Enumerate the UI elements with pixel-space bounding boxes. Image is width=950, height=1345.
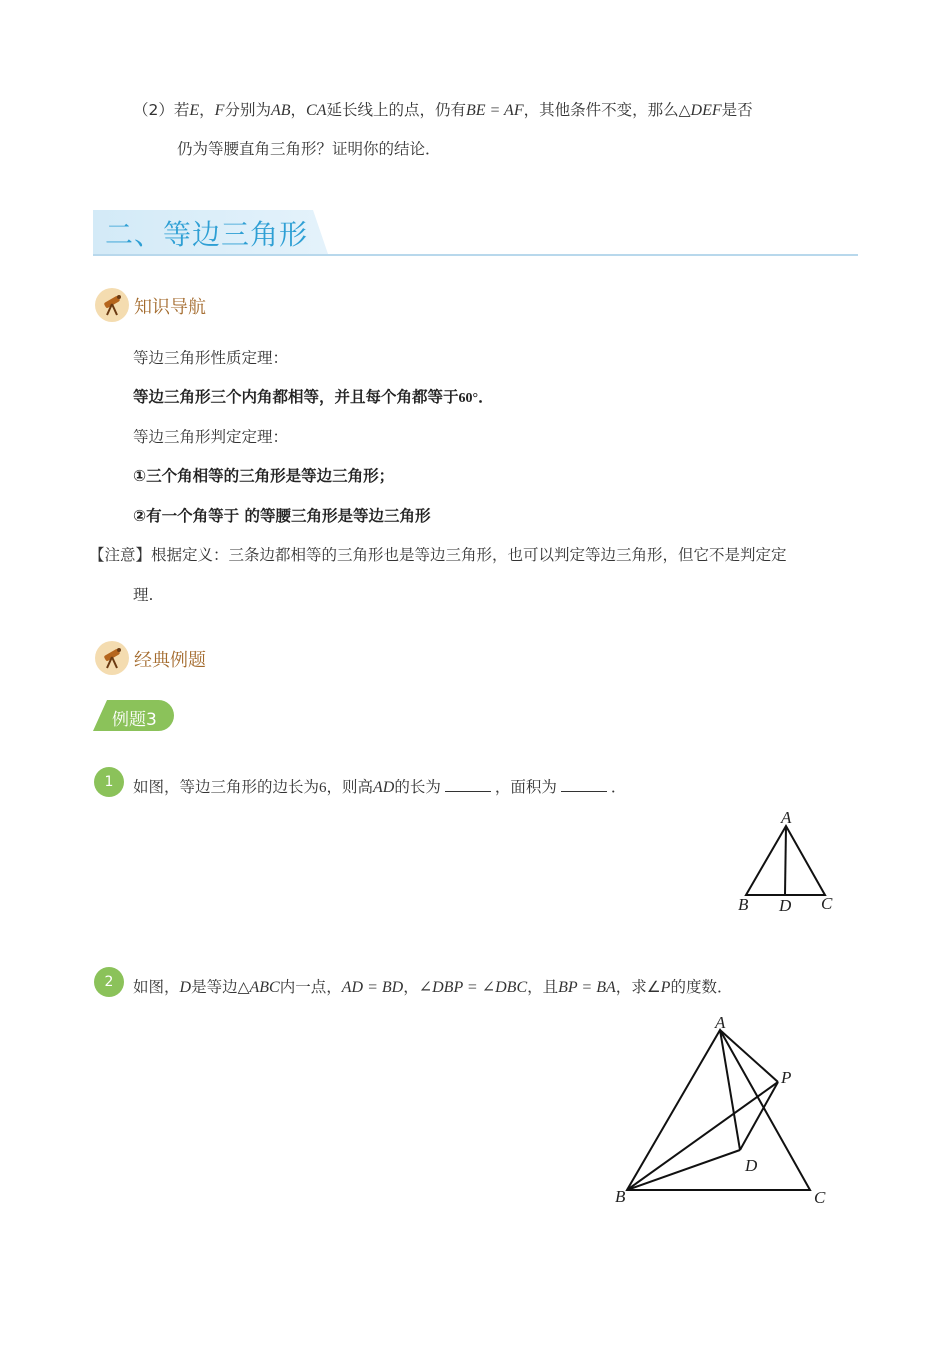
label-d: D (745, 1156, 758, 1175)
question-number-badge: 1 (94, 767, 124, 797)
triangle-figure-1 (730, 808, 840, 918)
label-c: C (814, 1188, 826, 1207)
telescope-icon (95, 641, 129, 675)
examples-heading: 经典例题 (134, 650, 206, 671)
answer-blank[interactable] (561, 777, 607, 792)
segment-ap (720, 1030, 778, 1082)
note-line-2: 理. (133, 586, 154, 604)
knowledge-heading: 知识导航 (134, 297, 206, 318)
triangle-abc (627, 1030, 810, 1190)
section-divider (93, 254, 858, 256)
judgement-1: ①三个角相等的三角形是等边三角形； (133, 467, 395, 485)
segment-bd (627, 1150, 740, 1190)
property-title: 等边三角形性质定理： (133, 349, 289, 367)
problem-line-1: （2）若E，F分别为AB，CA延长线上的点，仍有BE = AF，其他条件不变，那么△DEF是否 (133, 101, 753, 119)
triangle-figure-2 (605, 1010, 840, 1215)
question-1-text: 如图，等边三角形的边长为6，则高AD的长为 ，面积为 ． (133, 778, 627, 796)
label-p: P (781, 1068, 792, 1087)
label-b: B (615, 1187, 626, 1206)
problem-line-2: 仍为等腰直角三角形？证明你的结论． (177, 140, 441, 158)
example-tag-label: 例题3 (112, 710, 157, 730)
altitude-ad (785, 826, 786, 895)
question-2-text: 如图，D是等边△ABC内一点，AD = BD，∠DBP = ∠DBC，且BP = BA，求∠P的度数． (133, 978, 733, 996)
label-b: B (738, 895, 749, 914)
telescope-icon (95, 288, 129, 322)
label-a: A (781, 808, 792, 827)
section-title: 二、等边三角形 (105, 218, 309, 251)
judgement-title: 等边三角形判定定理： (133, 428, 289, 446)
label-a: A (715, 1013, 726, 1032)
label-c: C (821, 894, 833, 913)
answer-blank[interactable] (445, 777, 491, 792)
question-number-badge: 2 (94, 967, 124, 997)
label-d: D (779, 896, 792, 915)
note-line-1: 【注意】根据定义：三条边都相等的三角形也是等边三角形，也可以判定等边三角形，但它不是判定定 (89, 546, 787, 564)
segment-dp (740, 1082, 778, 1150)
judgement-2: ②有一个角等于 的等腰三角形是等边三角形 (133, 507, 431, 525)
property-body: 等边三角形三个内角都相等，并且每个角都等于60°． (133, 388, 494, 406)
